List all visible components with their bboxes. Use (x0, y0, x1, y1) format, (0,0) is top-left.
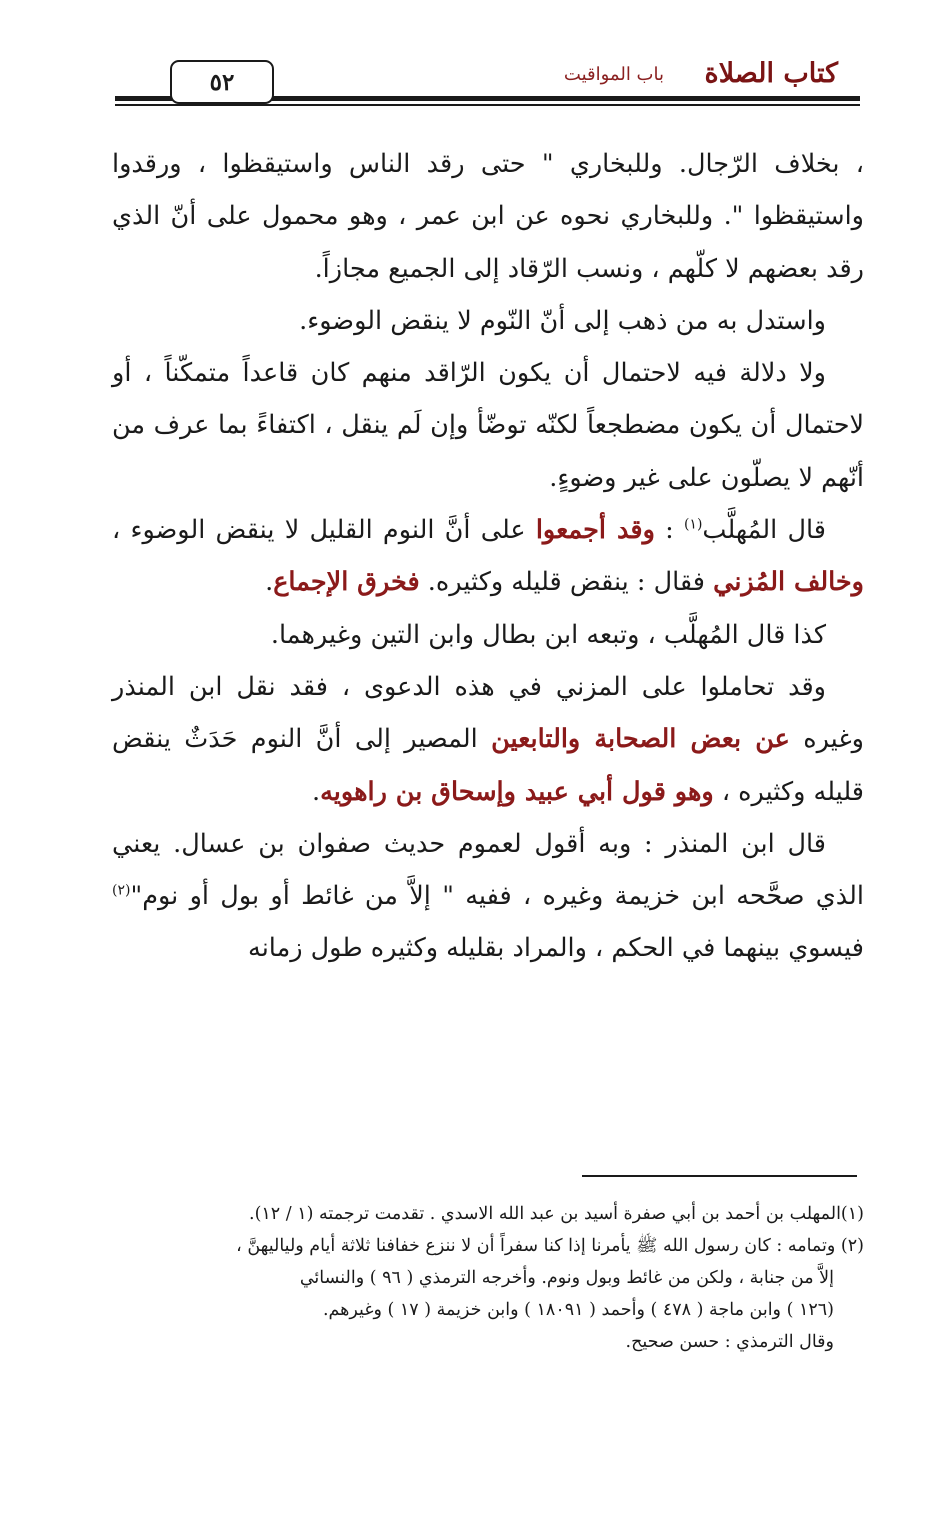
paragraph-7 (112, 818, 864, 975)
footnote-2: (٢) وتمامه : كان رسول الله ﷺ يأمرنا إذا كنا سفراً أن لا ننزع خفافنا ثلاثة أيام ولياليهنَّ ، (236, 1236, 864, 1256)
highlight-text: وقد أجمعوا (535, 515, 655, 546)
text-run: فيسوي بينهما في الحكم ، والمراد بقليله وكثيره طول زمانه (248, 933, 864, 964)
main-text (112, 138, 864, 975)
text-run: على أنَّ النوم القليل لا ينقض الوضوء ، (112, 515, 536, 546)
book-title: كتاب الصلاة (704, 58, 838, 89)
paragraph-2: واستدل به من ذهب إلى أنّ النّوم لا ينقض الوضوء. (299, 305, 826, 336)
footnote-divider (582, 1175, 857, 1177)
text-run: . (312, 776, 321, 807)
highlight-text: وهو قول أبي عبيد وإسحاق بن راهويه (320, 776, 714, 807)
footnote-2-line: وقال الترمذي : حسن صحيح. (625, 1332, 834, 1352)
footnote-ref-2: (٢) (112, 882, 131, 899)
text-run: . (265, 567, 274, 598)
text-run: قال ابن المنذر : وبه أقول لعموم حديث صفوان بن عسال. يعني الذي صحَّحه ابن خزيمة وغيره ، ففيه " إلاَّ من غائط أو بول أو نوم" (112, 828, 864, 912)
text-run: المصير إلى أنَّ النوم حَدَثٌ ينقض قليله وكثيره ، (112, 724, 864, 807)
footnotes (112, 1198, 864, 1358)
footnote-2-line: إلاَّ من جنابة ، ولكن من غائط وبول ونوم. وأخرجه الترمذي ( ٩٦ ) والنسائي (299, 1268, 834, 1288)
highlight-text: فخرق الإجماع (273, 567, 420, 598)
paragraph-1: ، بخلاف الرّجال. وللبخاري " حتى رقد الناس واستيقظوا ، ورقدوا واستيقظوا ". وللبخاري نحوه عن ابن عمر ، وهو محمول على أنّ الذي رقد بعضهم لا كلّهم ، ونسب الرّقاد إلى الجميع مجازاً. (112, 149, 864, 284)
footnote-1: (١)المهلب بن أحمد بن أبي صفرة أسيد بن عبد الله الاسدي . تقدمت ترجمته (١ / ١٢). (249, 1204, 864, 1224)
chapter-title: باب المواقيت (563, 64, 664, 85)
paragraph-5: كذا قال المُهلَّب ، وتبعه ابن بطال وابن التين وغيرهما. (270, 619, 826, 650)
page-number: ٥٢ (170, 60, 274, 104)
footnote-ref-1: (١) (683, 516, 703, 533)
text-run: وقد تحاملوا على المزني في هذه الدعوى ، فقد نقل ابن المنذر وغيره (112, 671, 864, 755)
text-run: قال المُهلَّب (702, 515, 826, 546)
footnote-2-line: (١٢٦ ) وابن ماجة ( ٤٧٨ ) وأحمد ( ١٨٠٩١ ) وابن خزيمة ( ١٧ ) وغيرهم. (322, 1300, 834, 1320)
paragraph-4 (112, 504, 864, 609)
highlight-text: وخالف المُزني (713, 567, 864, 598)
text-run: : (654, 515, 684, 546)
highlight-text: عن بعض الصحابة والتابعين (491, 724, 790, 755)
paragraph-3: ولا دلالة فيه لاحتمال أن يكون الرّاقد منهم كان قاعداً متمكّناً ، أو لاحتمال أن يكون مضطجعاً لكنّه توضّأ وإن لَم ينقل ، اكتفاءً بما عرف من أنّهم لا يصلّون على غير وضوءٍ. (112, 358, 864, 493)
text-run: فقال : ينقض قليله وكثيره. (419, 567, 714, 598)
paragraph-6 (112, 661, 864, 818)
header-rule-thin (115, 104, 860, 106)
page-header (115, 52, 860, 112)
